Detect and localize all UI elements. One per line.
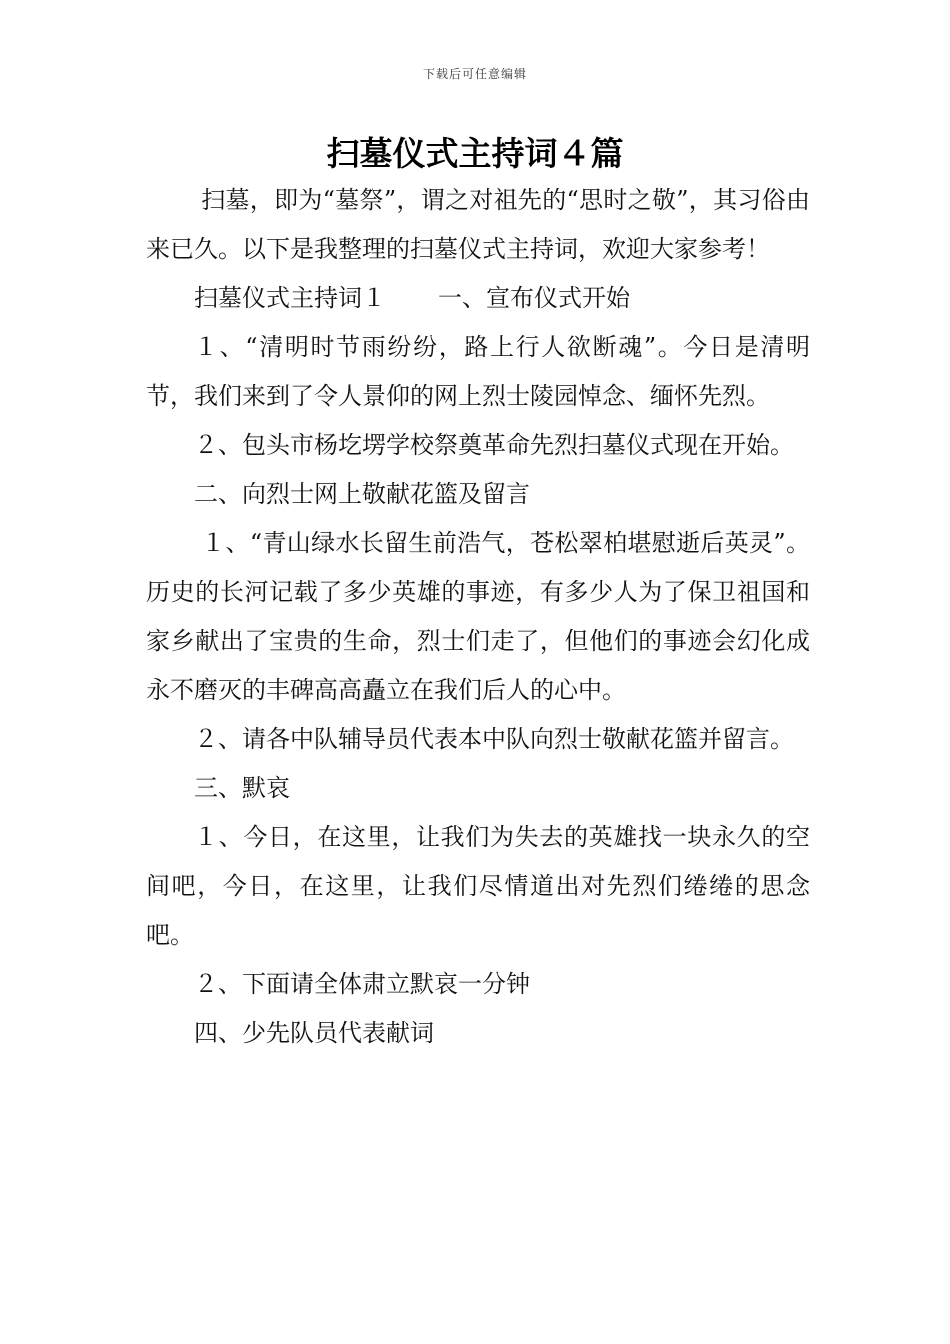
list-item-paragraph: １、“青山绿水长留生前浩气，苍松翠柏堪慰逝后英灵”。历史的长河记载了多少英雄的事迹，有多少人为了保卫祖国和家乡献出了宝贵的生命，烈士们走了，但他们的事迹会幻化成永不磨灭的丰碑高高矗立在我们后人的心中。 <box>146 529 810 704</box>
document-title: 扫墓仪式主持词４篇 <box>326 134 624 173</box>
part-heading: 四、少先队员代表献词 <box>194 1019 434 1047</box>
section-heading-line <box>146 274 810 323</box>
section-label: 扫墓仪式主持词１ <box>194 284 386 312</box>
list-item-paragraph: ２、请各中队辅导员代表本中队向烈士敬献花篮并留言。 <box>194 725 794 753</box>
intro-paragraph: 扫墓，即为“墓祭”，谓之对祖先的“思时之敬”，其习俗由来已久。以下是我整理的扫墓仪式主持词，欢迎大家参考！ <box>146 186 810 263</box>
list-item-paragraph: １、今日，在这里，让我们为失去的英雄找一块永久的空间吧，今日，在这里，让我们尽情道出对先烈们绻绻的思念吧。 <box>146 823 810 949</box>
list-item-paragraph: １、“清明时节雨纷纷，路上行人欲断魂”。今日是清明节，我们来到了令人景仰的网上烈士陵园悼念、缅怀先烈。 <box>146 333 810 410</box>
part-heading: 三、默哀 <box>194 774 290 802</box>
part-heading: 一、宣布仪式开始 <box>438 284 630 312</box>
document-body <box>146 176 810 1058</box>
list-item-paragraph: ２、下面请全体肃立默哀一分钟 <box>194 970 530 998</box>
part-heading: 二、向烈士网上敬献花篮及留言 <box>194 480 530 508</box>
page-header-note: 下载后可任意编辑 <box>422 67 527 81</box>
list-item-paragraph: ２、包头市杨圪塄学校祭奠革命先烈扫墓仪式现在开始。 <box>194 431 794 459</box>
